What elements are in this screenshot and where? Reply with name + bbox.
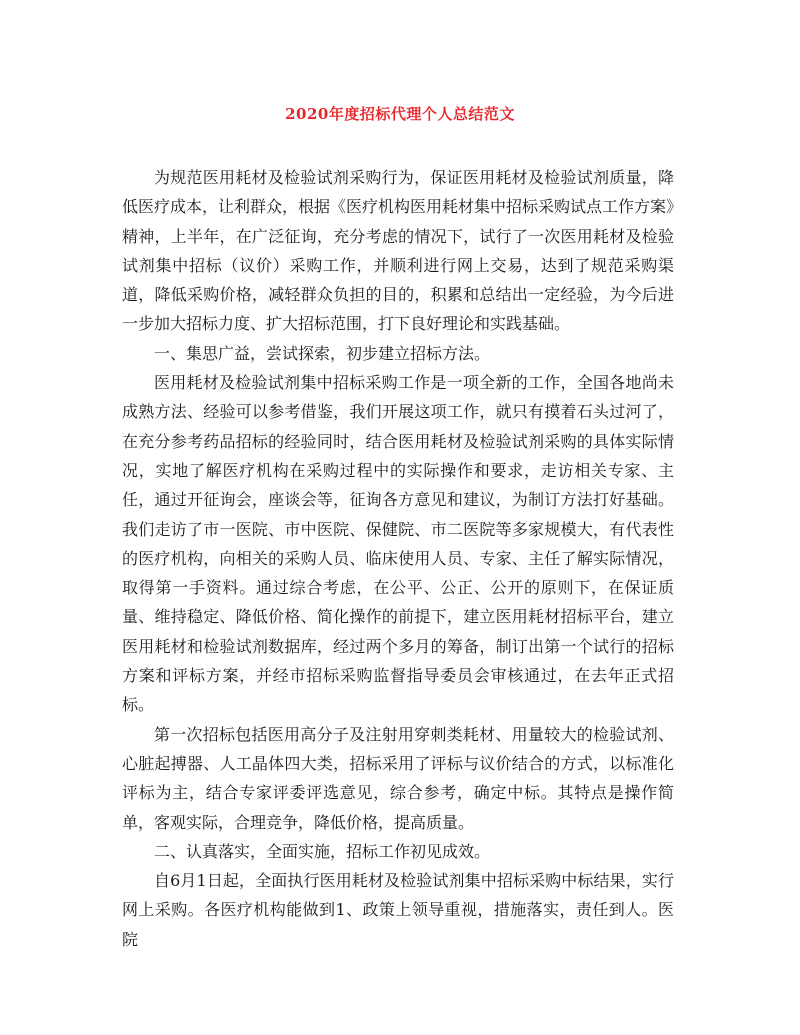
paragraph-intro: 为规范医用耗材及检验试剂采购行为，保证医用耗材及检验试剂质量，降低医疗成本，让利群众，根据《医疗机构医用耗材集中招标采购试点工作方案》精神，上半年，在广泛征询，充分考虑的情况下，试行了一次医用耗材及检验试剂集中招标（议价）采购工作，并顺利进行网上交易，达到了规范采购渠道，降低采购价格，减轻群众负担的目的，积累和总结出一定经验，为今后进一步加大招标力度、扩大招标范围，打下良好理论和实践基础。: [122, 168, 675, 334]
section-heading-1: 一、集思广益，尝试探索，初步建立招标方法。: [154, 343, 491, 363]
document-body: [122, 163, 674, 954]
section-heading-2: 二、认真落实，全面实施，招标工作初见成效。: [154, 841, 491, 861]
paragraph-section-2-body: 自6月1日起，全面执行医用耗材及检验试剂集中招标采购中标结果，实行网上采购。各医疗机构能做到1、政策上领导重视，措施落实，责任到人。医院: [122, 871, 674, 949]
paragraph-first-tender: 第一次招标包括医用高分子及注射用穿刺类耗材、用量较大的检验试剂、心脏起搏器、人工晶体四大类，招标采用了评标与议价结合的方式，以标准化评标为主，结合专家评委评选意见，综合参考，确定中标。其特点是操作简单，客观实际，合理竞争，降低价格，提高质量。: [122, 724, 674, 832]
document-title: 2020年度招标代理个人总结范文: [285, 105, 515, 123]
paragraph-section-1-body: 医用耗材及检验试剂集中招标采购工作是一项全新的工作，全国各地尚未成熟方法、经验可以参考借鉴，我们开展这项工作，就只有摸着石头过河了，在充分参考药品招标的经验同时，结合医用耗材及检验试剂采购的具体实际情况，实地了解医疗机构在采购过程中的实际操作和要求，走访相关专家、主任，通过开征询会，座谈会等，征询各方意见和建议，为制订方法打好基础。我们走访了市一医院、市中医院、保健院、市二医院等多家规模大，有代表性的医疗机构，向相关的采购人员、临床使用人员、专家、主任了解实际情况，取得第一手资料。通过综合考虑，在公平、公正、公开的原则下，在保证质量、维持稳定、降低价格、简化操作的前提下，建立医用耗材招标平台，建立医用耗材和检验试剂数据库，经过两个多月的筹备，制订出第一个试行的招标方案和评标方案，并经市招标采购监督指导委员会审核通过，在去年正式招标。: [122, 373, 674, 715]
